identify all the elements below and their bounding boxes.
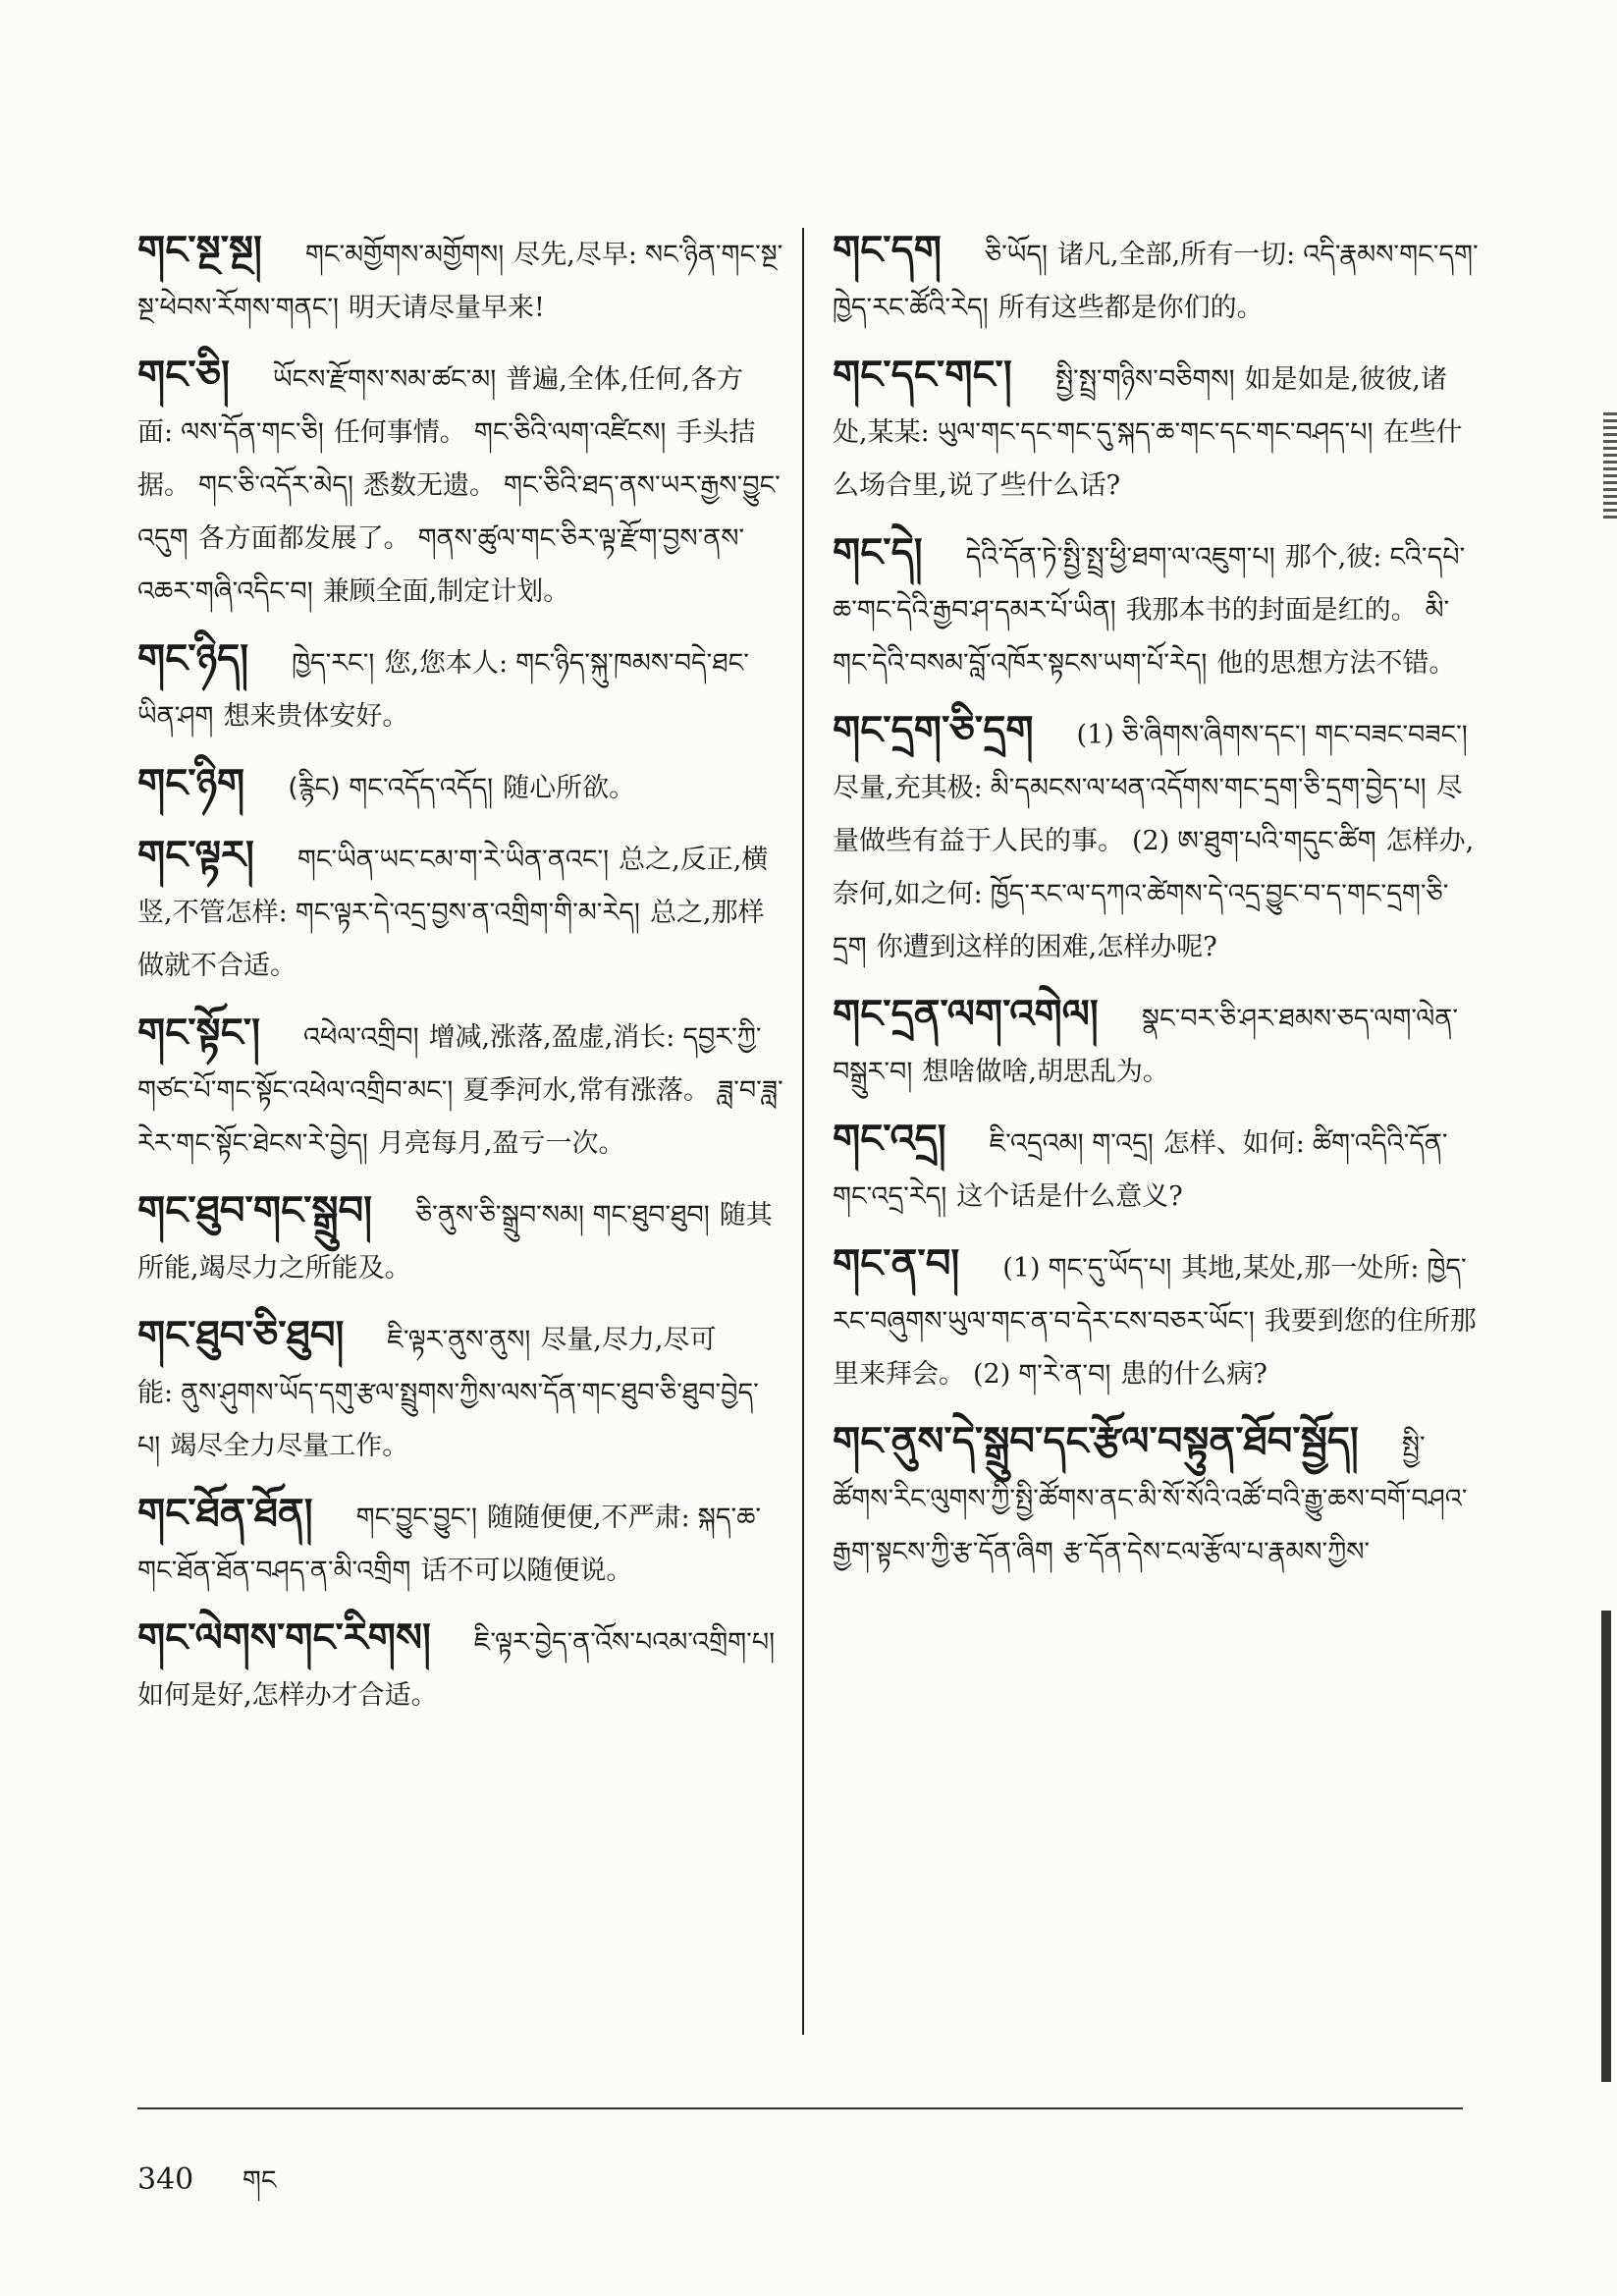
tibetan-text: (རྙིང) གང་འདོད་འདོད། bbox=[288, 773, 494, 803]
tibetan-text: ཡོངས་རྫོགས་སམ་ཚང་མ། bbox=[272, 364, 497, 395]
tibetan-text: ཟླ་བ་ཟླ་རེར་གང་སྟོང་ཐེངས་རེ་བྱེད། bbox=[137, 1075, 783, 1159]
tibetan-text: མི་གང་དེའི་བསམ་བློ་འཁོར་སྟངས་ཡག་པོ་རེད། bbox=[833, 595, 1450, 679]
tibetan-text: ཅི་ཞིགས་ཞིགས་དང་། གང་བཟང་བཟང་། bbox=[1121, 720, 1468, 750]
chinese-gloss: 想啥做啥,胡思乱为。 bbox=[922, 1057, 1169, 1087]
tibetan-text: འདི་རྣམས་གང་དག་ཁྱེད་རང་ཚོའི་རེད། bbox=[833, 240, 1479, 323]
entry-headword: གང་ཉིག bbox=[137, 761, 245, 806]
tibetan-text: ཅི་ཡོད། bbox=[984, 240, 1049, 270]
tibetan-text: ཇི་ལྟར་ནུས་ནུས། bbox=[387, 1325, 531, 1355]
dictionary-entry bbox=[137, 1007, 785, 1171]
chinese-gloss: 总之,反正,横竖,不管怎样: bbox=[137, 845, 769, 928]
chinese-gloss: 如是如是,彼彼,诸处,某某: bbox=[833, 364, 1447, 448]
tibetan-text: དབྱར་ཀྱི་གཙང་པོ་གང་སྟོང་འཕེལ་འགྲིབ་མང་། bbox=[137, 1022, 762, 1106]
tibetan-text: ཡུལ་གང་དང་གང་དུ་སྐད་ཆ་གང་དང་གང་བཤད་པ། bbox=[937, 417, 1374, 448]
chinese-gloss: 明天请尽量早来! bbox=[349, 293, 545, 323]
tibetan-text: གང་ཉིད་སྐུ་ཁམས་བདེ་ཐང་ཡིན་ཤག bbox=[137, 648, 749, 732]
chinese-gloss: 随随便便,不严肃: bbox=[486, 1503, 690, 1533]
chinese-gloss: 您,您本人: bbox=[384, 648, 509, 679]
chinese-gloss: 随心所欲。 bbox=[503, 773, 636, 803]
entry-headword: གང་དེ། bbox=[833, 530, 923, 575]
dictionary-entry bbox=[833, 988, 1481, 1099]
chinese-gloss: 尽量做些有益于人民的事。 bbox=[833, 773, 1463, 856]
entry-headword: གང་སྔ་སྔ། bbox=[137, 228, 262, 273]
tibetan-text: སྣང་བར་ཅི་ཤར་ཐམས་ཅད་ལག་ལེན་བསྒྲུར་བ། bbox=[833, 1004, 1459, 1087]
dictionary-entry bbox=[833, 704, 1481, 974]
chinese-gloss: 他的思想方法不错。 bbox=[1216, 648, 1456, 679]
chinese-gloss: 诸凡,全部,所有一切: bbox=[1057, 240, 1296, 270]
tibetan-text: དེའི་དོན་ཏེ་སྤྱི་སྤྲ་ཕྱི་ཐག་ལ་འཇུག་པ། bbox=[965, 542, 1275, 573]
entry-headword: གང་དྲན་ལག་འགེལ། bbox=[833, 992, 1099, 1037]
entry-headword: གང་ན་བ། bbox=[833, 1241, 960, 1286]
running-head: གང bbox=[242, 2165, 277, 2196]
entry-headword: གང་དྲག་ཅི་དྲག bbox=[833, 708, 1034, 753]
tibetan-text: གང་དུ་ཡོད་པ། bbox=[1048, 1253, 1172, 1284]
entry-headword: གང་ལེགས་གང་རིགས། bbox=[137, 1615, 431, 1661]
chinese-gloss: 在些什么场合里,说了些什么话? bbox=[833, 417, 1463, 501]
entry-headword: གང་འདྲ། bbox=[833, 1117, 946, 1162]
dictionary-entry bbox=[137, 349, 785, 619]
tibetan-text: ངའི་དཔེ་ཆ་གང་དེའི་རྒྱབ་ཤ་དམར་པོ་ཡིན། bbox=[833, 542, 1466, 626]
chinese-gloss: 普遍,全体,任何,各方面: bbox=[137, 364, 744, 448]
chinese-gloss: 悉数无遗。 bbox=[363, 470, 497, 501]
tibetan-text: ཨ་ཐུག་པའི་གདུང་ཚིག bbox=[1177, 826, 1376, 856]
chinese-gloss: 尽量,充其极: bbox=[833, 773, 983, 803]
right-column bbox=[833, 224, 1481, 1593]
column-divider bbox=[802, 228, 804, 2035]
entry-headword: གང་ཐུབ་ཅི་ཐུབ། bbox=[137, 1313, 345, 1358]
tibetan-text: མི་དམངས་ལ་ཕན་འདོགས་གང་དྲག་ཅི་དྲག་བྱེད་པ། bbox=[990, 773, 1427, 803]
dictionary-entry bbox=[833, 526, 1481, 690]
chinese-gloss: 话不可以随便说。 bbox=[420, 1556, 633, 1586]
entry-headword: གང་དག bbox=[833, 228, 942, 273]
chinese-gloss: 竭尽全力尽量工作。 bbox=[170, 1431, 409, 1461]
edge-tab-bar bbox=[1601, 1611, 1611, 2082]
tibetan-text: ག་རེ་ན་བ། bbox=[1018, 1359, 1111, 1390]
tibetan-text: གང་བྱུང་བྱུང་། bbox=[355, 1503, 477, 1533]
chinese-gloss: 各方面都发展了。 bbox=[197, 523, 410, 554]
tibetan-text: ཁྱེད་རང་། bbox=[292, 648, 375, 679]
tibetan-text: ཁྱེད་རང་བཞུགས་ཡུལ་གང་ན་བ་དེར་ངས་བཅར་ཡོང་། bbox=[833, 1253, 1467, 1337]
dictionary-entry bbox=[137, 1309, 785, 1473]
tibetan-text: སྐད་ཆ་གང་ཐོན་ཐོན་བཤད་ན་མི་འགྲིག bbox=[137, 1503, 762, 1586]
footer-rule bbox=[137, 2107, 1463, 2109]
tibetan-text: གང་མགྱོགས་མགྱོགས། bbox=[304, 240, 505, 270]
page-number: 340 bbox=[137, 2162, 194, 2197]
dictionary-entry bbox=[833, 349, 1481, 513]
chinese-gloss: 你遭到这样的困难,怎样办呢? bbox=[876, 932, 1217, 962]
dictionary-entry bbox=[833, 224, 1481, 335]
dictionary-entry bbox=[137, 1487, 785, 1598]
chinese-gloss: 月亮每月,盈亏一次。 bbox=[377, 1128, 625, 1159]
dictionary-entry bbox=[833, 1237, 1481, 1401]
tibetan-text: གང་ལྟར་དེ་འདྲ་བྱས་ན་འགྲིག་གི་མ་རེད། bbox=[295, 898, 640, 928]
chinese-gloss: 我要到您的住所那里来拜会。 bbox=[833, 1306, 1477, 1390]
tibetan-text: སྤྱི་ཚོགས་རིང་ལུགས་ཀྱི་སྤྱི་ཚོགས་ནང་མི་སོ་སོའི་འཚོ་བའི་རྒྱུ་ཆས་བགོ་བཤའ་རྒྱག་སྟངས་ཀྱི་རྩ་དོན་ཞིག bbox=[833, 1431, 1468, 1567]
chinese-gloss: 患的什么病? bbox=[1120, 1359, 1267, 1390]
dictionary-entry bbox=[137, 757, 785, 815]
chinese-gloss: 如何是好,怎样办才合适。 bbox=[137, 1680, 438, 1711]
left-column bbox=[137, 224, 785, 1736]
tibetan-text: ཅི་ནུས་ཅི་སྒྲུབ་སམ། གང་ཐུབ་ཐུབ། bbox=[415, 1200, 710, 1230]
chinese-gloss: 其地,某处,那一处所: bbox=[1181, 1253, 1420, 1284]
chinese-gloss: 总之,那样做就不合适。 bbox=[137, 898, 765, 981]
chinese-gloss: 那个,彼: bbox=[1284, 542, 1382, 573]
tibetan-text: རྩ་དོན་དེས་ངལ་རྩོལ་པ་རྣམས་ཀྱིས་ bbox=[1062, 1537, 1371, 1567]
dictionary-entry bbox=[137, 1184, 785, 1295]
chinese-gloss: 增减,涨落,盈虚,消长: bbox=[428, 1022, 675, 1053]
chinese-gloss: 随其所能,竭尽力之所能及。 bbox=[137, 1200, 773, 1284]
entry-headword: གང་ཐུབ་གང་སྒྲུབ། bbox=[137, 1188, 372, 1233]
chinese-gloss: 怎样办,奈何,如之何: bbox=[833, 826, 1475, 909]
entry-headword: གང་སྟོང་། bbox=[137, 1011, 260, 1056]
chinese-gloss: 我那本书的封面是红的。 bbox=[1125, 595, 1418, 626]
tibetan-text: ཁྱོད་རང་ལ་དཀའ་ཚེགས་དེ་འདྲ་བྱུང་བ་ད་གང་དྲག་ཅི་དྲག bbox=[833, 879, 1449, 962]
chinese-gloss: 尽量,尽力,尽可能: bbox=[137, 1325, 717, 1408]
dictionary-entry bbox=[833, 1415, 1481, 1579]
entry-headword: གང་ཐོན་ཐོན། bbox=[137, 1491, 313, 1536]
chinese-gloss: 夏季河水,常有涨落。 bbox=[462, 1075, 711, 1106]
tibetan-text: ཇི་འདྲའམ། ག་འདྲ། bbox=[989, 1128, 1154, 1159]
entry-headword: གང་ལྟར། bbox=[137, 833, 254, 878]
tibetan-text: འཕེལ་འགྲིབ། bbox=[303, 1022, 419, 1053]
page-footer bbox=[137, 2151, 286, 2225]
entry-headword: གང་ཉིད། bbox=[137, 636, 249, 682]
tibetan-text: གང་ཅིའི་ཐད་ནས་ཡར་རྒྱས་བྱུང་འདུག bbox=[137, 470, 781, 554]
chinese-gloss: 手头拮据。 bbox=[137, 417, 756, 501]
tibetan-text: ནུས་ཤུགས་ཡོད་དགུ་རྩལ་སྤྲུགས་ཀྱིས་ལས་དོན་གང་ཐུབ་ཅི་ཐུབ་བྱེད་པ། bbox=[137, 1378, 759, 1461]
edge-tab-marks bbox=[1603, 412, 1617, 520]
chinese-gloss: 兼顾全面,制定计划。 bbox=[322, 576, 570, 607]
tibetan-text: གང་ཅིའི་ལག་འཛིངས། bbox=[473, 417, 667, 448]
dictionary-entry bbox=[137, 829, 785, 993]
entry-headword: གང་ནུས་དེ་སྒྲུབ་དང་རྩོལ་བསྟུན་ཐོབ་སྦྱོད། bbox=[833, 1419, 1359, 1464]
tibetan-text: གང་ཡིན་ཡང་ངམ་ག་རེ་ཡིན་ནའང་། bbox=[296, 845, 610, 875]
tibetan-text: གང་ཅི་འདོར་མེད། bbox=[198, 470, 354, 501]
chinese-gloss: 所有这些都是你们的。 bbox=[997, 293, 1264, 323]
dictionary-entry bbox=[137, 1612, 785, 1722]
tibetan-text: ལས་དོན་གང་ཅི། bbox=[181, 417, 324, 448]
chinese-gloss: (2) bbox=[973, 1359, 1011, 1390]
chinese-gloss: 想来贵体安好。 bbox=[223, 701, 409, 732]
tibetan-text: ཚིག་འདིའི་དོན་གང་འདྲ་རེད། bbox=[833, 1128, 1448, 1212]
chinese-gloss: (1) bbox=[1002, 1253, 1041, 1284]
chinese-gloss: 任何事情。 bbox=[333, 417, 466, 448]
chinese-gloss: 怎样、如何: bbox=[1162, 1128, 1305, 1159]
dictionary-entry bbox=[137, 632, 785, 743]
tibetan-text: ཇི་ལྟར་བྱེད་ན་འོས་པའམ་འགྲིག་པ། bbox=[473, 1627, 776, 1658]
tibetan-text: གནས་ཚུལ་གང་ཅིར་ལྟ་རྫོག་བྱས་ནས་འཆར་གཞི་འདིང་བ། bbox=[137, 523, 745, 607]
chinese-gloss: (2) bbox=[1132, 826, 1170, 856]
dictionary-entry bbox=[137, 224, 785, 335]
dictionary-entry bbox=[833, 1113, 1481, 1224]
entry-headword: གང་ཅི། bbox=[137, 353, 230, 398]
entry-headword: གང་དང་གང་། bbox=[833, 353, 1012, 398]
chinese-gloss: (1) bbox=[1076, 720, 1114, 750]
chinese-gloss: 尽先,尽早: bbox=[513, 240, 637, 270]
chinese-gloss: 这个话是什么意义? bbox=[956, 1181, 1183, 1212]
tibetan-text: སང་ཉིན་གང་སྔ་སྔ་ཕེབས་རོགས་གནང་། bbox=[137, 240, 783, 323]
tibetan-text: སྤྱི་སྤྲ་གཉིས་བཅིགས། bbox=[1054, 364, 1235, 395]
